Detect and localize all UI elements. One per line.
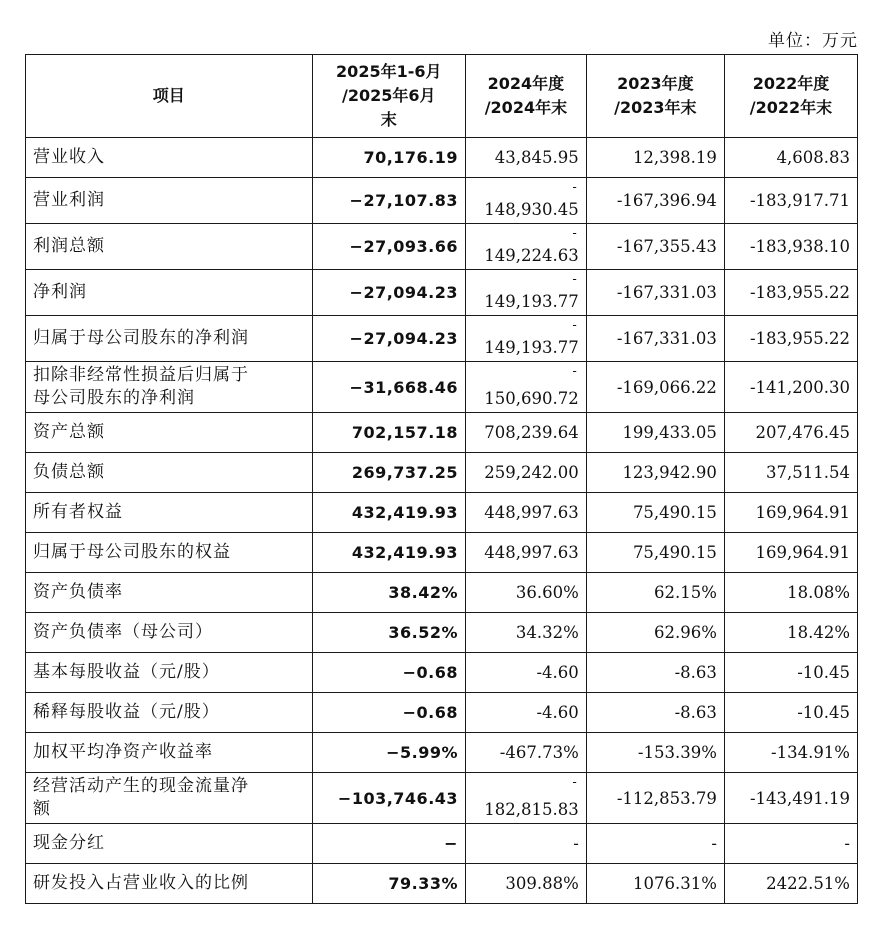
value-2022: 2422.51% xyxy=(724,864,857,904)
row-label: 资产负债率（母公司） xyxy=(26,613,313,653)
row-label xyxy=(26,773,313,824)
value-2022: -134.91% xyxy=(724,733,857,773)
row-label-line1: 扣除非经常性损益后归属于 xyxy=(33,365,249,385)
table-row xyxy=(26,613,858,653)
table-row xyxy=(26,270,858,316)
row-label: 所有者权益 xyxy=(26,493,313,533)
value-2023: -8.63 xyxy=(586,693,724,733)
table-row xyxy=(26,573,858,613)
row-label: 归属于母公司股东的权益 xyxy=(26,533,313,573)
value-2022: 169,964.91 xyxy=(724,493,857,533)
value-2025h1: 79.33% xyxy=(312,864,466,904)
value-2022: 169,964.91 xyxy=(724,533,857,573)
value-2024: -4.60 xyxy=(466,693,587,733)
value-2024: 309.88% xyxy=(466,864,587,904)
row-label: 营业利润 xyxy=(26,178,313,224)
table-header-row xyxy=(26,55,858,138)
value-2022: -141,200.30 xyxy=(724,362,857,413)
row-label: 资产总额 xyxy=(26,413,313,453)
wrapped-value: 182,815.83 xyxy=(484,800,579,819)
value-2023: 123,942.90 xyxy=(586,453,724,493)
value-2022: 37,511.54 xyxy=(724,453,857,493)
value-2023: -112,853.79 xyxy=(586,773,724,824)
value-2024 xyxy=(466,270,587,316)
header-2025h1 xyxy=(312,55,466,138)
wrapped-value: 150,690.72 xyxy=(484,389,579,408)
wrapped-value: 149,193.77 xyxy=(484,338,579,357)
value-2025h1: 432,419.93 xyxy=(312,533,466,573)
value-2022: 4,608.83 xyxy=(724,138,857,178)
value-2025h1: 70,176.19 xyxy=(312,138,466,178)
header-2024 xyxy=(466,55,587,138)
value-2024: 448,997.63 xyxy=(466,533,587,573)
table-row xyxy=(26,824,858,864)
value-2023: 12,398.19 xyxy=(586,138,724,178)
value-2024 xyxy=(466,224,587,270)
wrapped-value: 149,193.77 xyxy=(484,292,579,311)
wrapped-value: 148,930.45 xyxy=(484,200,579,219)
value-2025h1: 36.52% xyxy=(312,613,466,653)
row-label: 现金分红 xyxy=(26,824,313,864)
table-row xyxy=(26,453,858,493)
value-2024 xyxy=(466,362,587,413)
value-2024: 36.60% xyxy=(466,573,587,613)
value-2024: 43,845.95 xyxy=(466,138,587,178)
value-2024 xyxy=(466,178,587,224)
value-2025h1: −27,093.66 xyxy=(312,224,466,270)
value-2023: 62.15% xyxy=(586,573,724,613)
financial-summary-table xyxy=(25,54,858,904)
value-2024: 259,242.00 xyxy=(466,453,587,493)
value-2023: -167,396.94 xyxy=(586,178,724,224)
value-2022: -183,955.22 xyxy=(724,316,857,362)
table-row xyxy=(26,413,858,453)
value-2023: 62.96% xyxy=(586,613,724,653)
value-2023: -167,331.03 xyxy=(586,270,724,316)
value-2025h1: − xyxy=(312,824,466,864)
value-2025h1: 432,419.93 xyxy=(312,493,466,533)
value-2023: 1076.31% xyxy=(586,864,724,904)
header-2024-line2: /2024年末 xyxy=(484,98,568,117)
value-2022: 18.08% xyxy=(724,573,857,613)
row-label-line1: 经营活动产生的现金流量净 xyxy=(33,776,249,796)
header-2023-line1: 2023年度 xyxy=(617,74,694,93)
wrapped-minus-sign: - xyxy=(572,272,577,287)
row-label xyxy=(26,362,313,413)
value-2022: -183,917.71 xyxy=(724,178,857,224)
value-2023: - xyxy=(586,824,724,864)
table-row xyxy=(26,533,858,573)
value-2023: -153.39% xyxy=(586,733,724,773)
row-label: 研发投入占营业收入的比例 xyxy=(26,864,313,904)
row-label: 稀释每股收益（元/股） xyxy=(26,693,313,733)
value-2024 xyxy=(466,316,587,362)
header-2025h1-line3: 末 xyxy=(380,110,397,129)
header-2022 xyxy=(724,55,857,138)
value-2022: -183,955.22 xyxy=(724,270,857,316)
value-2025h1: −27,107.83 xyxy=(312,178,466,224)
row-label: 归属于母公司股东的净利润 xyxy=(26,316,313,362)
value-2025h1: 38.42% xyxy=(312,573,466,613)
header-2023-line2: /2023年末 xyxy=(614,98,697,117)
row-label-line2: 额 xyxy=(33,799,51,819)
value-2025h1: −27,094.23 xyxy=(312,316,466,362)
value-2024: - xyxy=(466,824,587,864)
value-2023: -169,066.22 xyxy=(586,362,724,413)
wrapped-minus-sign: - xyxy=(572,364,577,379)
table-row xyxy=(26,316,858,362)
value-2025h1: −103,746.43 xyxy=(312,773,466,824)
value-2023: 75,490.15 xyxy=(586,533,724,573)
row-label: 加权平均净资产收益率 xyxy=(26,733,313,773)
value-2024: -467.73% xyxy=(466,733,587,773)
wrapped-minus-sign: - xyxy=(572,226,577,241)
value-2024: 708,239.64 xyxy=(466,413,587,453)
table-row xyxy=(26,224,858,270)
value-2025h1: −5.99% xyxy=(312,733,466,773)
table-row xyxy=(26,653,858,693)
wrapped-minus-sign: - xyxy=(572,775,577,790)
value-2025h1: 269,737.25 xyxy=(312,453,466,493)
header-2023 xyxy=(586,55,724,138)
value-2024: 448,997.63 xyxy=(466,493,587,533)
row-label: 负债总额 xyxy=(26,453,313,493)
value-2022: 207,476.45 xyxy=(724,413,857,453)
value-2025h1: −0.68 xyxy=(312,653,466,693)
value-2023: 75,490.15 xyxy=(586,493,724,533)
value-2022: 18.42% xyxy=(724,613,857,653)
value-2023: -167,355.43 xyxy=(586,224,724,270)
row-label: 基本每股收益（元/股） xyxy=(26,653,313,693)
table-row xyxy=(26,493,858,533)
row-label: 营业收入 xyxy=(26,138,313,178)
header-item: 项目 xyxy=(26,55,313,138)
value-2022: -10.45 xyxy=(724,653,857,693)
wrapped-minus-sign: - xyxy=(572,318,577,333)
table-row xyxy=(26,773,858,824)
row-label: 资产负债率 xyxy=(26,573,313,613)
wrapped-value: 149,224.63 xyxy=(484,246,579,265)
value-2025h1: 702,157.18 xyxy=(312,413,466,453)
value-2022: -143,491.19 xyxy=(724,773,857,824)
value-2024: -4.60 xyxy=(466,653,587,693)
wrapped-minus-sign: - xyxy=(572,180,577,195)
table-row xyxy=(26,864,858,904)
header-2025h1-line2: /2025年6月 xyxy=(342,86,436,105)
value-2022: -10.45 xyxy=(724,693,857,733)
table-row xyxy=(26,733,858,773)
table-row xyxy=(26,693,858,733)
row-label-line2: 母公司股东的净利润 xyxy=(33,388,195,408)
header-2024-line1: 2024年度 xyxy=(487,74,565,93)
header-2022-line1: 2022年度 xyxy=(752,74,830,93)
table-row xyxy=(26,178,858,224)
value-2022: - xyxy=(724,824,857,864)
unit-label: 单位：万元 xyxy=(768,31,858,51)
table-row xyxy=(26,138,858,178)
value-2024: 34.32% xyxy=(466,613,587,653)
value-2024 xyxy=(466,773,587,824)
row-label: 净利润 xyxy=(26,270,313,316)
table-row xyxy=(26,362,858,413)
value-2023: 199,433.05 xyxy=(586,413,724,453)
value-2025h1: −31,668.46 xyxy=(312,362,466,413)
value-2022: -183,938.10 xyxy=(724,224,857,270)
value-2023: -8.63 xyxy=(586,653,724,693)
value-2025h1: −27,094.23 xyxy=(312,270,466,316)
header-2025h1-line1: 2025年1-6月 xyxy=(336,62,442,81)
value-2023: -167,331.03 xyxy=(586,316,724,362)
header-2022-line2: /2022年末 xyxy=(749,98,833,117)
value-2025h1: −0.68 xyxy=(312,693,466,733)
row-label: 利润总额 xyxy=(26,224,313,270)
